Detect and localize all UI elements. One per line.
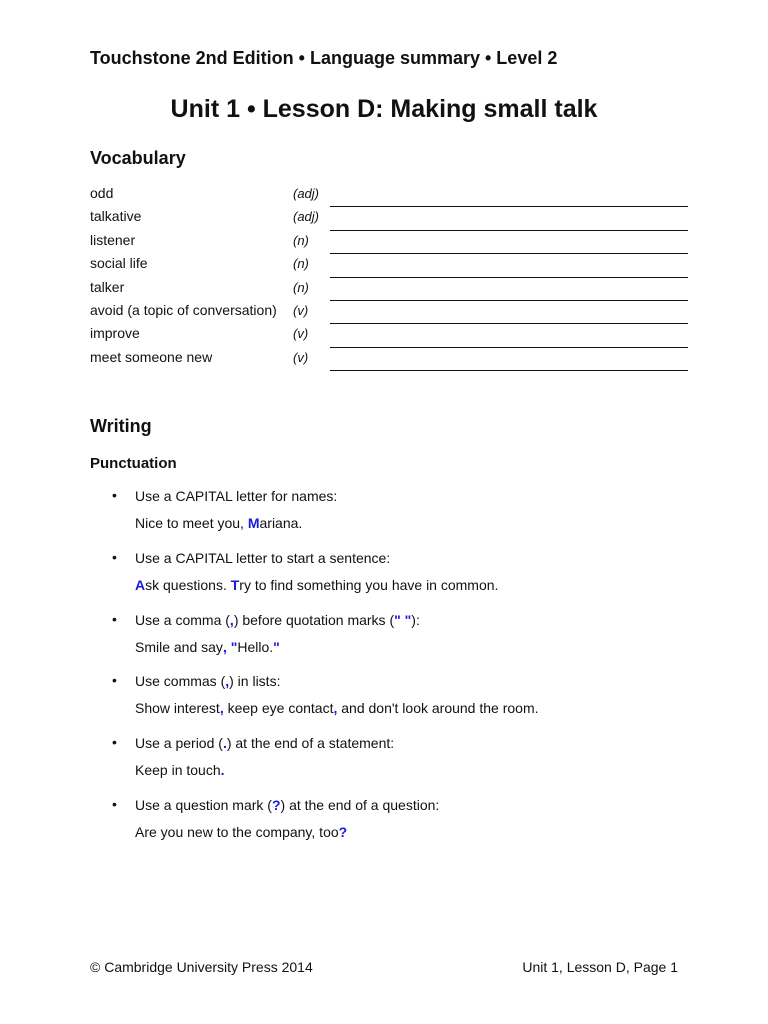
text-segment: Use a comma ( <box>135 611 230 628</box>
punctuation-rule-item <box>112 795 712 857</box>
rule-text <box>135 488 337 504</box>
vocabulary-term: improve <box>90 325 140 342</box>
text-segment: ry to find something you have in common. <box>239 576 499 593</box>
text-segment: ) at the end of a statement: <box>226 735 395 752</box>
highlighted-punctuation: T <box>230 576 240 593</box>
highlighted-punctuation: ? <box>338 823 348 840</box>
text-segment: sk questions. <box>145 576 231 593</box>
text-segment: ariana. <box>259 515 303 531</box>
copyright-footer: © Cambridge University Press 2014 <box>90 959 313 975</box>
text-segment: Smile and say <box>135 638 223 655</box>
highlighted-punctuation: M <box>247 515 260 531</box>
part-of-speech: (n) <box>293 279 309 295</box>
highlighted-punctuation: " <box>230 638 238 655</box>
vocabulary-row <box>90 323 690 346</box>
series-header: Touchstone 2nd Edition • Language summary • Level 2 <box>90 48 558 68</box>
vocabulary-term: odd <box>90 185 114 201</box>
part-of-speech: (v) <box>293 326 309 342</box>
vocabulary-row <box>90 253 690 276</box>
part-of-speech: (adj) <box>293 209 320 225</box>
punctuation-rules-list <box>112 486 712 857</box>
highlighted-punctuation: " " <box>394 611 412 628</box>
highlighted-punctuation: , <box>229 611 234 628</box>
highlighted-punctuation: , <box>222 638 227 655</box>
text-segment: Show interest <box>135 700 220 717</box>
highlighted-punctuation: , <box>219 700 224 717</box>
vocabulary-term: talkative <box>90 208 142 225</box>
text-segment: Keep in touch <box>135 762 221 779</box>
page-number-footer: Unit 1, Lesson D, Page 1 <box>522 959 678 975</box>
punctuation-subheading: Punctuation <box>90 455 177 472</box>
punctuation-rule-item <box>112 671 712 733</box>
text-segment: Nice to meet you, <box>135 515 248 531</box>
text-segment: ) before quotation marks ( <box>233 611 395 628</box>
punctuation-rule-item <box>112 548 712 610</box>
example-sentence <box>135 515 302 531</box>
bullet-icon: • <box>112 795 117 812</box>
page-title: Unit 1 • Lesson D: Making small talk <box>170 95 598 123</box>
answer-line <box>330 370 688 371</box>
example-sentence <box>135 639 280 655</box>
example-sentence <box>135 577 498 593</box>
example-sentence <box>135 762 225 778</box>
vocabulary-heading: Vocabulary <box>90 148 186 168</box>
rule-text <box>135 797 439 813</box>
highlighted-punctuation: A <box>135 576 146 593</box>
punctuation-rule-item <box>112 486 712 548</box>
highlighted-punctuation: . <box>222 735 227 752</box>
bullet-icon: • <box>112 487 117 503</box>
highlighted-punctuation: " <box>273 638 280 655</box>
vocabulary-row <box>90 230 690 253</box>
vocabulary-term: avoid (a topic of conversation) <box>90 301 277 318</box>
text-segment: Use a CAPITAL letter for names: <box>135 488 338 504</box>
punctuation-rule-item <box>112 610 712 672</box>
text-segment: Use a period ( <box>135 735 223 752</box>
part-of-speech: (v) <box>293 302 309 318</box>
text-segment: Hello. <box>237 638 274 655</box>
part-of-speech: (n) <box>293 256 309 272</box>
text-segment: and don't look around the room. <box>337 700 539 717</box>
highlighted-punctuation: , <box>225 673 230 690</box>
vocabulary-term: talker <box>90 278 125 295</box>
highlighted-punctuation: , <box>333 700 338 717</box>
bullet-icon: • <box>112 610 117 627</box>
part-of-speech: (n) <box>293 232 309 248</box>
vocabulary-term: listener <box>90 231 136 248</box>
text-segment: keep eye contact <box>223 700 334 717</box>
example-sentence <box>135 700 539 716</box>
rule-text <box>135 550 390 566</box>
text-segment: ): <box>411 611 420 628</box>
punctuation-rule-item <box>112 733 712 795</box>
bullet-icon: • <box>112 672 117 689</box>
bullet-icon: • <box>112 548 117 565</box>
rule-text <box>135 612 420 628</box>
rule-text <box>135 673 280 689</box>
highlighted-punctuation: . <box>220 762 225 779</box>
part-of-speech: (v) <box>293 349 309 365</box>
vocabulary-row <box>90 300 690 323</box>
vocabulary-row <box>90 277 690 300</box>
vocabulary-list <box>90 183 690 370</box>
text-segment: Use a question mark ( <box>135 796 272 813</box>
text-segment: Use commas ( <box>135 673 226 690</box>
text-segment: ) in lists: <box>229 673 281 690</box>
rule-text <box>135 735 394 751</box>
writing-heading: Writing <box>90 416 152 436</box>
vocabulary-row <box>90 206 690 229</box>
text-segment: Are you new to the company, too <box>135 823 339 840</box>
vocabulary-term: meet someone new <box>90 348 213 365</box>
part-of-speech: (adj) <box>293 186 320 201</box>
highlighted-punctuation: ? <box>271 796 281 813</box>
text-segment: ) at the end of a question: <box>280 796 440 813</box>
vocabulary-row <box>90 347 690 370</box>
text-segment: Use a CAPITAL letter to start a sentence: <box>135 549 391 566</box>
vocabulary-row <box>90 183 690 206</box>
example-sentence <box>135 824 347 840</box>
vocabulary-term: social life <box>90 255 148 272</box>
bullet-icon: • <box>112 734 117 751</box>
